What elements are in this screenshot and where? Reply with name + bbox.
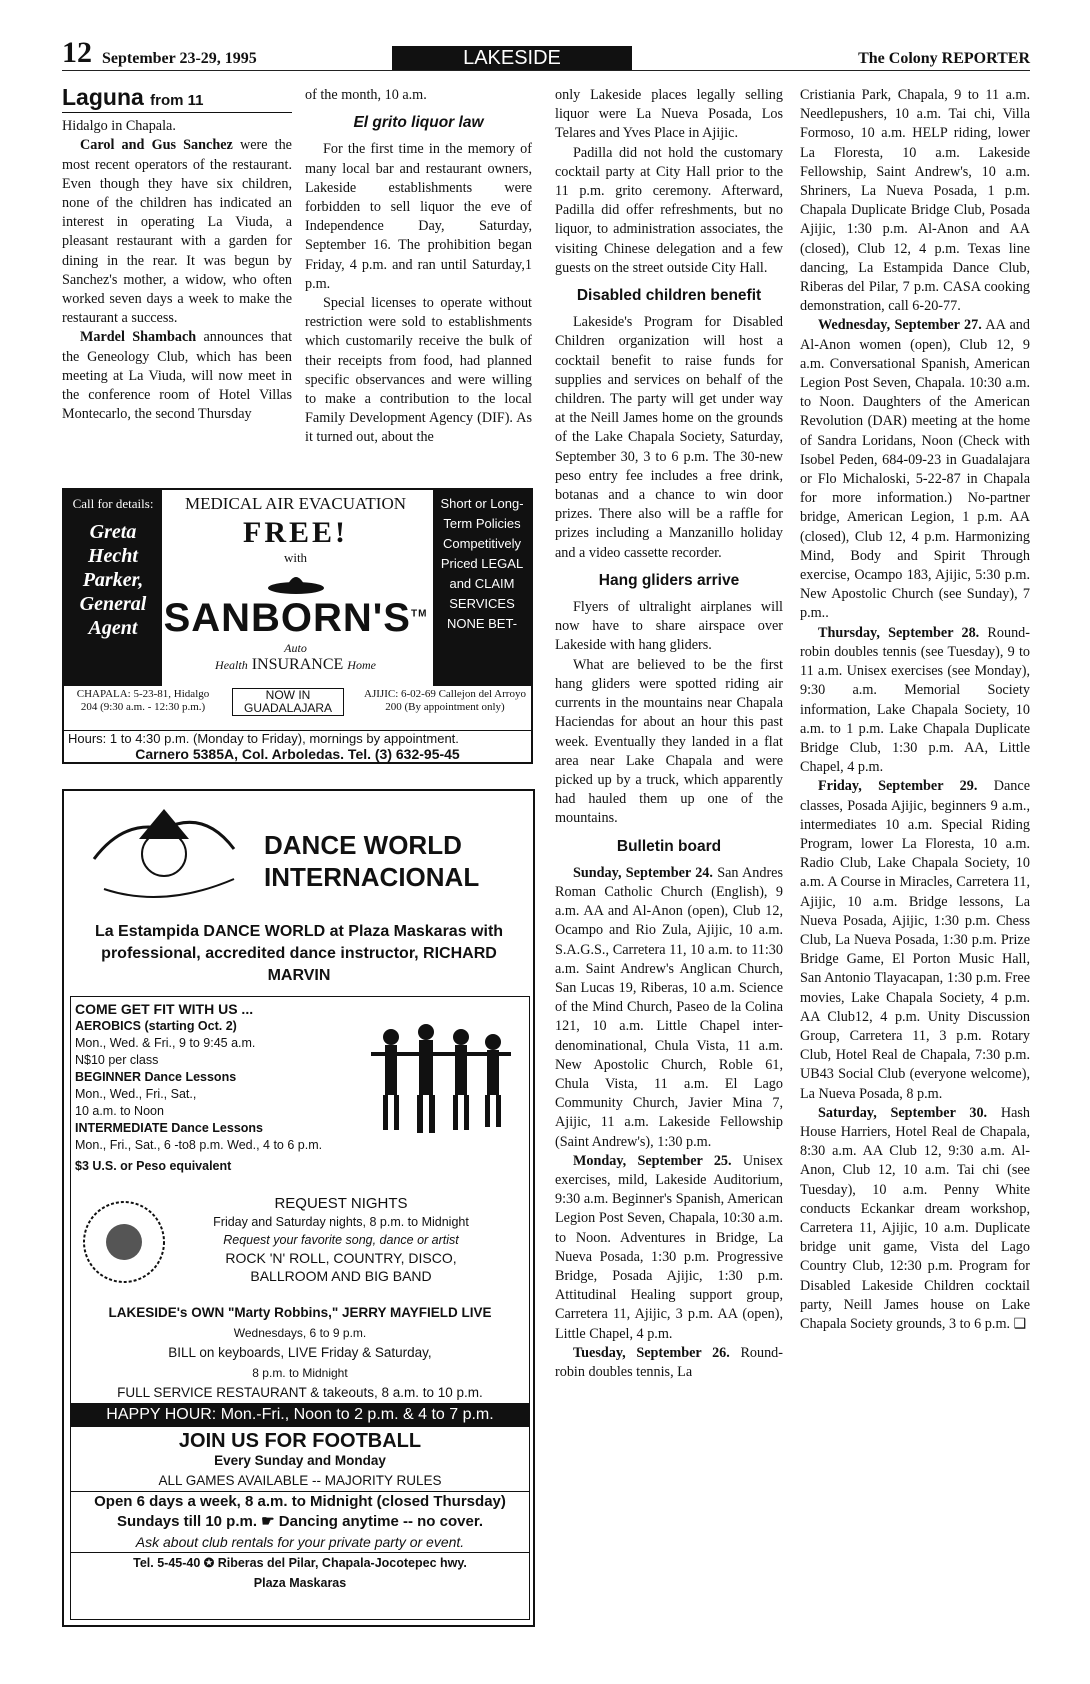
- paragraph: Monday, September 25. Unisex exercises, mild, Lakeside Auditorium, 9:30 a.m. Beginner's Spanish, American Legion Post Seven, Chapala, 10:30 a.m. to Noon. Adventures in Bridge, La Nueva Posada, 1:30 p.m. Progressive Bridge, Posada Ajijic, 1:30 p.m. Attitudinal Healing support group, Carretera 11, Ajijic, 3 p.m. AA (open), Little Chapel, 4 p.m.: [555, 1152, 783, 1342]
- football-line-2: Every Sunday and Monday: [214, 1453, 386, 1468]
- paragraph: Mardel Shambach announces that the Geneology Club, which has been meeting at La Viuda, will now meet in the conference room of Hotel Villas Montecarlo, the second Thursday: [62, 329, 293, 423]
- beginner-line: BEGINNER Dance Lessons: [75, 1070, 237, 1084]
- subhead: El grito liquor law: [353, 114, 484, 132]
- auto-label: Auto: [284, 641, 307, 655]
- subhead: Bulletin board: [616, 837, 722, 855]
- dance-world-ad: [62, 789, 535, 1627]
- cartoon-dancer-icon: [84, 799, 244, 909]
- fit-line: COME GET FIT WITH US ...: [75, 1001, 254, 1017]
- ad-headline: La Estampida DANCE WORLD at Plaza Maskaras with professional, accredited dance instructor, RICHARD MARVIN: [94, 923, 504, 984]
- article-title: Laguna from 11: [62, 88, 292, 113]
- subhead: Hang gliders arrive: [598, 571, 740, 589]
- football-line-3: ALL GAMES AVAILABLE -- MAJORITY RULES: [158, 1473, 442, 1488]
- paragraph: Sunday, September 24. San Andres Roman Catholic Church (English), 9 a.m. AA and Al-Anon (open), Club 12, Ocampo and Rio Zula, Ajijic, 10 a.m. S.A.G.S., Carretera 11, 10 a.m. to 11:30 a.m. Saint Andrew's Anglican Church, San Lucas 19, Riberas, 10 a.m. Science of the Mind Church, Paseo de la Colina 121, 10 a.m. Little Chapel inter-denominational, Chula Vista, 11 a.m. New Apostolic Church, Roble 61, Chula Vista, 11 a.m. El Lago Community Church, Javier Mina 7, Ajijic, 11 a.m. Lakeside Fellowship (Saint Andrew's), 1:30 p.m.: [555, 864, 783, 1150]
- paragraph: For the first time in the memory of many local bar and restaurant owners, Lakeside establishments were forbidden to sell liquor the eve of Independence Day, Saturday, September 16. The prohibition began Friday, 4 p.m. and ran until Saturday,1 p.m.: [305, 141, 532, 292]
- intermediate-line: INTERMEDIATE Dance Lessons: [75, 1121, 264, 1135]
- section-banner: LAKESIDE: [392, 46, 632, 70]
- request-title: REQUEST NIGHTS: [274, 1195, 408, 1212]
- beginner-time: 10 a.m. to Noon: [75, 1104, 164, 1118]
- agent-name: Greta Hecht Parker, General Agent: [79, 521, 147, 639]
- happy-hour-banner: HAPPY HOUR: Mon.-Fri., Noon to 2 p.m. & 4 to 7 p.m.: [71, 1403, 529, 1427]
- insurance-line: Health INSURANCE Home: [215, 656, 376, 673]
- free-label: FREE!: [243, 516, 348, 549]
- live-line: LAKESIDE's OWN "Marty Robbins," JERRY MAYFIELD LIVE: [108, 1305, 492, 1320]
- logo-line-2: INTERNACIONAL: [264, 862, 480, 892]
- restaurant-line: FULL SERVICE RESTAURANT & takeouts, 8 a.m. to 10 p.m.: [117, 1385, 483, 1400]
- paper-name: The Colony REPORTER: [858, 50, 1030, 67]
- rentals-line: Ask about club rentals for your private party or event.: [135, 1534, 465, 1550]
- aerobics-time: Mon., Wed. & Fri., 9 to 9:45 a.m.: [75, 1036, 256, 1050]
- classes-list: [75, 1001, 355, 1175]
- aerobics-price: N$10 per class: [75, 1053, 159, 1067]
- call-label: Call for details:: [72, 496, 154, 511]
- column-2: [305, 86, 532, 448]
- agent-box: [64, 490, 162, 686]
- paragraph: Saturday, September 30. Hash House Harriers, Hotel Real de Chapala, 8:30 a.m. AA Club 12, 9:30 a.m. Al-Anon, Club 12, 10 a.m. Tai chi (see Tuesday), 10 a.m. Penny White conducts Eckankar dream workshop, Carretera 11, Ajijic, 10 a.m. Duplicate bridge unit game, Vista del Lago Country Club, 12:30 p.m. Program for Disabled Lakeside Children cocktail party, Neill James house on Lake Chapala Society grounds, 3 to 6 p.m. ❑: [800, 1104, 1030, 1332]
- brand-logo: SANBORN'S™: [163, 596, 428, 640]
- request-line-4: BALLROOM AND BIG BAND: [250, 1268, 432, 1284]
- with-label: with: [283, 550, 308, 565]
- end-mark-icon: ❑: [1013, 1316, 1027, 1332]
- chapala-office: CHAPALA: 5-23-81, Hidalgo 204 (9:30 a.m. - 12:30 p.m.): [76, 688, 210, 713]
- ad-title: MEDICAL AIR EVACUATION: [185, 494, 406, 513]
- request-line-2: Request your favorite song, dance or artist: [223, 1233, 459, 1247]
- paragraph: Tuesday, September 26. Round-robin doubles tennis, La: [555, 1344, 784, 1380]
- subhead: Disabled children benefit: [576, 287, 762, 305]
- open-hours: Open 6 days a week, 8 a.m. to Midnight (closed Thursday): [71, 1491, 529, 1512]
- page-number: 12: [62, 36, 92, 69]
- dance-logo: [84, 799, 514, 909]
- paragraph: Hidalgo in Chapala.: [62, 118, 176, 135]
- column-1: [62, 84, 293, 424]
- masthead: [62, 36, 1030, 71]
- sunday-hours: Sundays till 10 p.m. ☛ Dancing anytime -- no cover.: [116, 1513, 484, 1530]
- paragraph: Carol and Gus Sanchez were the most recent operators of the restaurant. Even though they have six children, none of the children has indicated an interest in operating La Viuda, a pleasant restaurant with a garden for dining in the rear. It was begun by Sanchez's mother, a widow, who often worked seven days a week to make the restaurant a success.: [62, 137, 292, 327]
- ad-body: [70, 996, 530, 1620]
- ad-hours: [64, 730, 531, 762]
- dancers-icon: [371, 1017, 511, 1137]
- paragraph: Lakeside's Program for Disabled Children organization will host a cocktail benefit to raise funds for supplies and services on behalf of the children. The party will get under way at the Neill James home on the grounds of the Lake Chapala Society, Saturday, September 30, 3 to 6 p.m. The 30-new peso entry fee includes a free drink, botanas and a chance to win door prizes. There also will be a raffle for prizes including a Manzanillo holiday and a video cassette recorder.: [555, 314, 783, 561]
- ad-center: [162, 490, 429, 686]
- column-3: [555, 86, 783, 1382]
- address-text: Carnero 5385A, Col. Arboledas. Tel. (3) 632-95-45: [135, 746, 460, 762]
- request-line-1: Friday and Saturday nights, 8 p.m. to Midnight: [213, 1215, 469, 1229]
- sombrero-icon: [266, 568, 326, 596]
- entertainment: [71, 1303, 529, 1593]
- intermediate-time: Mon., Fri., Sat., 6 -to8 p.m. Wed., 4 to 6 p.m.: [75, 1138, 323, 1152]
- paragraph: only Lakeside places legally selling liquor were La Nueva Posada, Los Telares and Yves Place in Ajijic.: [555, 87, 783, 142]
- logo-line-1: DANCE WORLD: [264, 830, 462, 860]
- plaza-line: Plaza Maskaras: [253, 1576, 347, 1590]
- beginner-days: Mon., Wed., Fri., Sat.,: [75, 1087, 197, 1101]
- bill-line: BILL on keyboards, LIVE Friday & Saturday,: [168, 1345, 432, 1360]
- estampida-seal-icon: [79, 1197, 169, 1287]
- paragraph: Thursday, September 28. Round-robin doubles tennis (see Tuesday), 9 to 11 a.m. Unisex exercises (see Monday), 9:30 a.m. Memorial Society information, Lake Chapala Society, 10 a.m. to 1 p.m. Lake Chapala Duplicate Bridge Club, 1:30 p.m. AA, Little Chapel, 4 p.m.: [800, 624, 1030, 776]
- request-line-3: ROCK 'N' ROLL, COUNTRY, DISCO,: [225, 1250, 457, 1266]
- guadalajara-box: NOW IN GUADALAJARA: [232, 688, 344, 716]
- request-nights: [171, 1195, 511, 1285]
- paragraph: Friday, September 29. Dance classes, Posada Ajijic, beginners 9 a.m., intermediates 10 a.m. Special Riding Program, lower La Floresta, 10 a.m. Radio Club, Lake Chapala Society, 10 a.m. A Course in Miracles, Carretera 11, Ajijic, 10 a.m. Bridge lessons, La Nueva Posada, Ajijic, 1:30 p.m. Chess Club, La Nueva Posada, 1:30 p.m. Prize Bridge Game, El Porton Music Hall, San Antonio Tlayacapan, 1:30 p.m. Free movies, Lake Chapala Society, 4 p.m. AA Club12, 4 p.m. Unity Discussion Group, Carretera 11, 3 p.m. Rotary Club, Hotel Real de Chapala, 7:30 p.m. UB43 Social Club (everyone welcome), La Nueva Posada, 8 p.m.: [800, 778, 1030, 1102]
- policies-box: Short or Long-Term Policies Competitively Priced LEGAL and CLAIM SERVICES NONE BET-: [433, 490, 531, 686]
- live-time: Wednesdays, 6 to 9 p.m.: [233, 1326, 367, 1340]
- ajijic-office: AJIJIC: 6-02-69 Callejon del Arroyo 200 (By appointment only): [364, 688, 526, 713]
- aerobics-line: AEROBICS (starting Oct. 2): [75, 1019, 237, 1033]
- paragraph: Flyers of ultralight airplanes will now have to share airspace over Lakeside with hang gliders.: [555, 599, 783, 654]
- price-line: $3 U.S. or Peso equivalent: [75, 1159, 232, 1173]
- bill-time: 8 p.m. to Midnight: [252, 1366, 348, 1380]
- phone-line: Tel. 5-45-40 ✪ Riberas del Pilar, Chapala-Jocotepec hwy.: [71, 1552, 529, 1573]
- paragraph: Cristiania Park, Chapala, 9 to 11 a.m. Needlepushers, 10 a.m. Tai chi, Villa Formoso, 10 a.m. HELP riding, lower La Floresta, 10 a.m. Lakeside Fellowship, Saint Andrew's, 10 a.m. Shriners, La Nueva Posada, 1 p.m. Chapala Duplicate Bridge Club, Posada Ajijic, 1:30 p.m. Al-Anon and AA (closed), Club 12, 4 p.m. Texas line dancing, La Estampida Dance Club, Riberas del Pilar, 7 p.m. CASA cooking demonstration, call 6-20-77.: [800, 87, 1030, 315]
- column-4: [800, 86, 1030, 1334]
- paragraph: of the month, 10 a.m.: [305, 87, 427, 103]
- paragraph: Special licenses to operate without restriction were sold to establishments which customarily receive the bulk of their receipts from food, had planned specific observances and were willing to make a contribution to the local Family Development Agency (DIF). As it turned out, about the: [305, 295, 532, 446]
- paragraph: Padilla did not hold the customary cocktail party at City Hall prior to the 11 p.m. grito ceremony. Afterward, Padilla did offer refreshments, but no liquor, to administration associates, the visiting Chinese delegation and a few guests on the street outside City Hall.: [555, 144, 783, 276]
- paragraph: Wednesday, September 27. AA and Al-Anon women (open), Club 12, 9 a.m. Conversational Spanish, American Legion Post Seven, Chapala. 10:30 a.m. to Noon. Daughters of the American Revolution (DAR) meeting at the home of Sandra Loridans, Noon (Check with Isobel Peden, 684-09-23 in Guadalajara or Flo Michaloski, 5-22-87 in Chapala for more information.) No-partner bridge, American Legion, 1 p.m. AA (closed), Club 12, 4 p.m. Harmonizing Mind, Body and Spirit Through exercise, Ocampo 183, Ajijic, 5:30 p.m. New Apostolic Church (see Sunday), 7 p.m..: [800, 317, 1030, 622]
- sanborns-ad: [62, 488, 533, 764]
- football-title: JOIN US FOR FOOTBALL: [178, 1430, 422, 1452]
- issue-date: September 23-29, 1995: [102, 50, 257, 67]
- hours-text: Hours: 1 to 4:30 p.m. (Monday to Friday), mornings by appointment.: [68, 731, 459, 746]
- paragraph: What are believed to be the first hang gliders were spotted riding air currents in the mountains near Chapala Haciendas for about an hour this past week. Eventually they landed in a flat area near Lake Chapala and were picked up by a truck, which apparently had hauled them up one of the mountains.: [555, 656, 783, 827]
